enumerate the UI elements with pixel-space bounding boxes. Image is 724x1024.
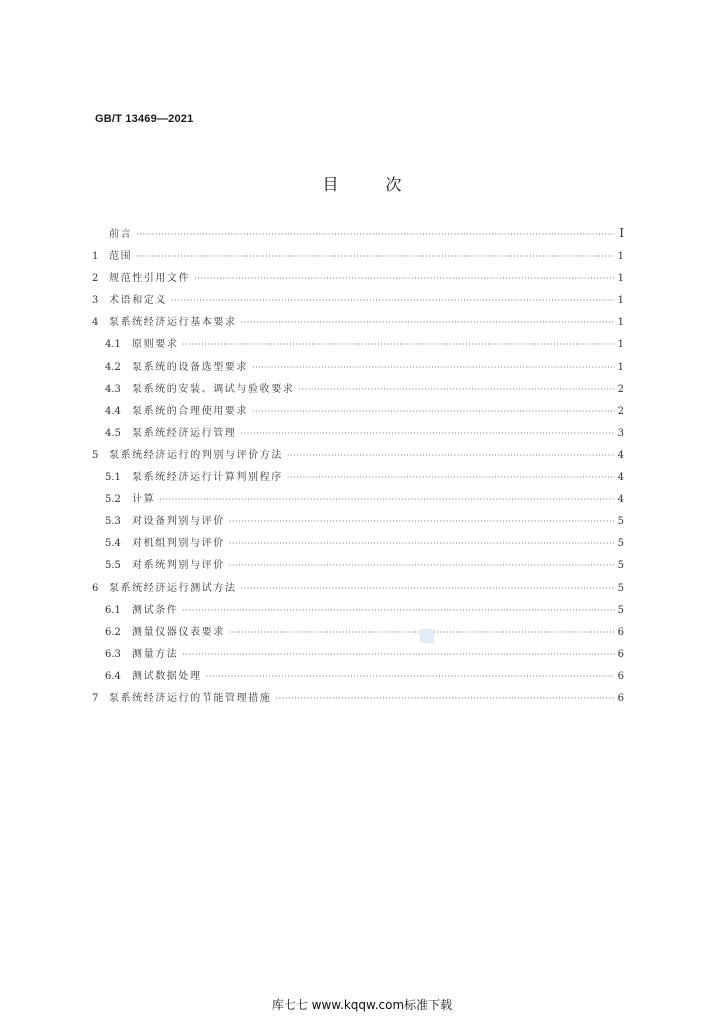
toc-entry-label: 计算: [132, 494, 156, 506]
toc-entry-6-1[interactable]: [92, 601, 624, 623]
toc-entry-number: 3: [92, 295, 99, 307]
highlight-mark: [420, 629, 434, 643]
table-of-contents: [92, 225, 624, 711]
dot-leader: [252, 407, 615, 416]
toc-entry-page: 1: [617, 251, 624, 263]
dot-leader: [194, 274, 614, 283]
toc-entry-label: 泵系统经济运行测试方法: [109, 582, 237, 594]
toc-entry-6-2[interactable]: [92, 623, 624, 645]
toc-entry-label: 泵系统的安装、调试与验收要求: [132, 383, 295, 395]
toc-entry-page: 5: [617, 538, 624, 550]
toc-entry-number: 6.1: [105, 604, 121, 616]
toc-entry-number: 6.3: [105, 648, 121, 660]
toc-entry-label: 对机组判别与评价: [132, 538, 225, 550]
toc-entry-page: 2: [617, 405, 624, 417]
toc-entry-label: 测量方法: [132, 648, 179, 660]
toc-entry-label: 泵系统经济运行的节能管理措施: [109, 692, 272, 704]
toc-entry-page: 5: [617, 582, 624, 594]
toc-entry-5-4[interactable]: [92, 534, 624, 556]
toc-entry-page: 1: [617, 273, 624, 285]
toc-entry-2[interactable]: [92, 269, 624, 291]
dot-leader: [159, 495, 614, 504]
toc-entry-5-3[interactable]: [92, 512, 624, 534]
toc-entry-number: 4.5: [105, 427, 121, 439]
toc-entry-number: 6.2: [105, 626, 121, 638]
dot-leader: [182, 650, 614, 659]
dot-leader: [241, 584, 615, 593]
toc-entry-number: 4.1: [105, 339, 121, 351]
toc-entry-1[interactable]: [92, 247, 624, 269]
toc-entry-number: 6.4: [105, 670, 121, 682]
dot-leader: [182, 340, 614, 349]
toc-entry-3[interactable]: [92, 291, 624, 313]
toc-entry-page: 4: [617, 472, 624, 484]
toc-entry-foreword[interactable]: [92, 225, 624, 247]
toc-entry-label: 术语和定义: [109, 295, 167, 307]
toc-entry-page: Ⅰ: [619, 226, 624, 240]
dot-leader: [206, 672, 615, 681]
dot-leader: [229, 539, 615, 548]
page-title-char-1: 目: [322, 175, 339, 194]
toc-entry-7[interactable]: [92, 689, 624, 711]
toc-entry-page: 6: [617, 670, 624, 682]
toc-entry-number: 4.2: [105, 361, 121, 373]
toc-entry-page: 6: [617, 692, 624, 704]
page-title: [0, 172, 724, 195]
toc-entry-number: 5.2: [105, 494, 121, 506]
toc-entry-label: 前言: [109, 229, 133, 240]
toc-entry-label: 泵系统经济运行基本要求: [109, 317, 237, 329]
dot-leader: [240, 429, 614, 438]
toc-entry-page: 5: [617, 604, 624, 616]
toc-entry-number: 5.3: [105, 516, 121, 528]
toc-entry-label: 泵系统的合理使用要求: [132, 405, 248, 417]
toc-entry-label: 测量仪器仪表要求: [132, 626, 225, 638]
dot-leader: [287, 451, 615, 460]
toc-entry-page: 1: [617, 295, 624, 307]
toc-entry-number: 4.4: [105, 405, 121, 417]
toc-entry-page: 5: [617, 516, 624, 528]
toc-entry-4-3[interactable]: [92, 380, 624, 402]
toc-entry-number: 6: [92, 582, 99, 594]
toc-entry-label: 对设备判别与评价: [132, 516, 225, 528]
toc-entry-number: 5.4: [105, 538, 121, 550]
toc-entry-label: 原则要求: [132, 339, 179, 351]
toc-entry-page: 4: [617, 494, 624, 506]
toc-entry-number: 7: [92, 692, 99, 704]
toc-entry-4[interactable]: [92, 313, 624, 335]
toc-entry-label: 对系统判别与评价: [132, 560, 225, 572]
toc-entry-5-5[interactable]: [92, 556, 624, 578]
toc-entry-page: 5: [617, 560, 624, 572]
toc-entry-label: 测试条件: [132, 604, 179, 616]
toc-entry-number: 5: [92, 449, 99, 461]
toc-entry-label: 泵系统经济运行管理: [132, 427, 237, 439]
toc-entry-number: 1: [92, 251, 99, 263]
toc-entry-4-2[interactable]: [92, 358, 624, 380]
toc-entry-6-4[interactable]: [92, 667, 624, 689]
toc-entry-label: 泵系统经济运行计算判别程序: [132, 472, 283, 484]
toc-entry-6-3[interactable]: [92, 645, 624, 667]
standard-code: GB/T 13469—2021: [95, 113, 194, 125]
dot-leader: [171, 296, 615, 305]
dot-leader: [229, 517, 615, 526]
toc-entry-page: 1: [617, 361, 624, 373]
toc-entry-number: 4: [92, 317, 99, 329]
footer-watermark[interactable]: 库七七 www.kqqw.com标准下载: [271, 998, 453, 1012]
toc-entry-number: 2: [92, 273, 99, 285]
toc-entry-number: 5.5: [105, 560, 121, 572]
toc-entry-label: 测试数据处理: [132, 670, 202, 682]
dot-leader: [182, 606, 614, 615]
page-title-char-2: 次: [385, 175, 402, 194]
toc-entry-5[interactable]: [92, 446, 624, 468]
toc-entry-number: 5.1: [105, 472, 121, 484]
toc-entry-4-1[interactable]: [92, 335, 624, 357]
toc-entry-page: 3: [617, 427, 624, 439]
toc-entry-5-2[interactable]: [92, 490, 624, 512]
toc-entry-page: 2: [617, 383, 624, 395]
dot-leader: [241, 318, 615, 327]
dot-leader: [287, 473, 615, 482]
dot-leader: [136, 230, 615, 239]
dot-leader: [275, 694, 614, 703]
dot-leader: [298, 385, 614, 394]
toc-entry-page: 4: [617, 449, 624, 461]
toc-entry-page: 1: [617, 317, 624, 329]
toc-entry-page: 6: [617, 648, 624, 660]
toc-entry-label: 规范性引用文件: [109, 273, 191, 285]
toc-entry-label: 泵系统的设备选型要求: [132, 361, 248, 373]
toc-entry-label: 泵系统经济运行的判别与评价方法: [109, 449, 283, 461]
toc-entry-page: 1: [617, 339, 624, 351]
toc-entry-page: 6: [617, 626, 624, 638]
dot-leader: [136, 252, 614, 261]
toc-entry-label: 范围: [109, 251, 133, 263]
toc-entry-4-5[interactable]: [92, 424, 624, 446]
toc-entry-4-4[interactable]: [92, 402, 624, 424]
toc-entry-6[interactable]: [92, 579, 624, 601]
toc-entry-5-1[interactable]: [92, 468, 624, 490]
dot-leader: [252, 363, 615, 372]
dot-leader: [229, 561, 615, 570]
toc-entry-number: 4.3: [105, 383, 121, 395]
